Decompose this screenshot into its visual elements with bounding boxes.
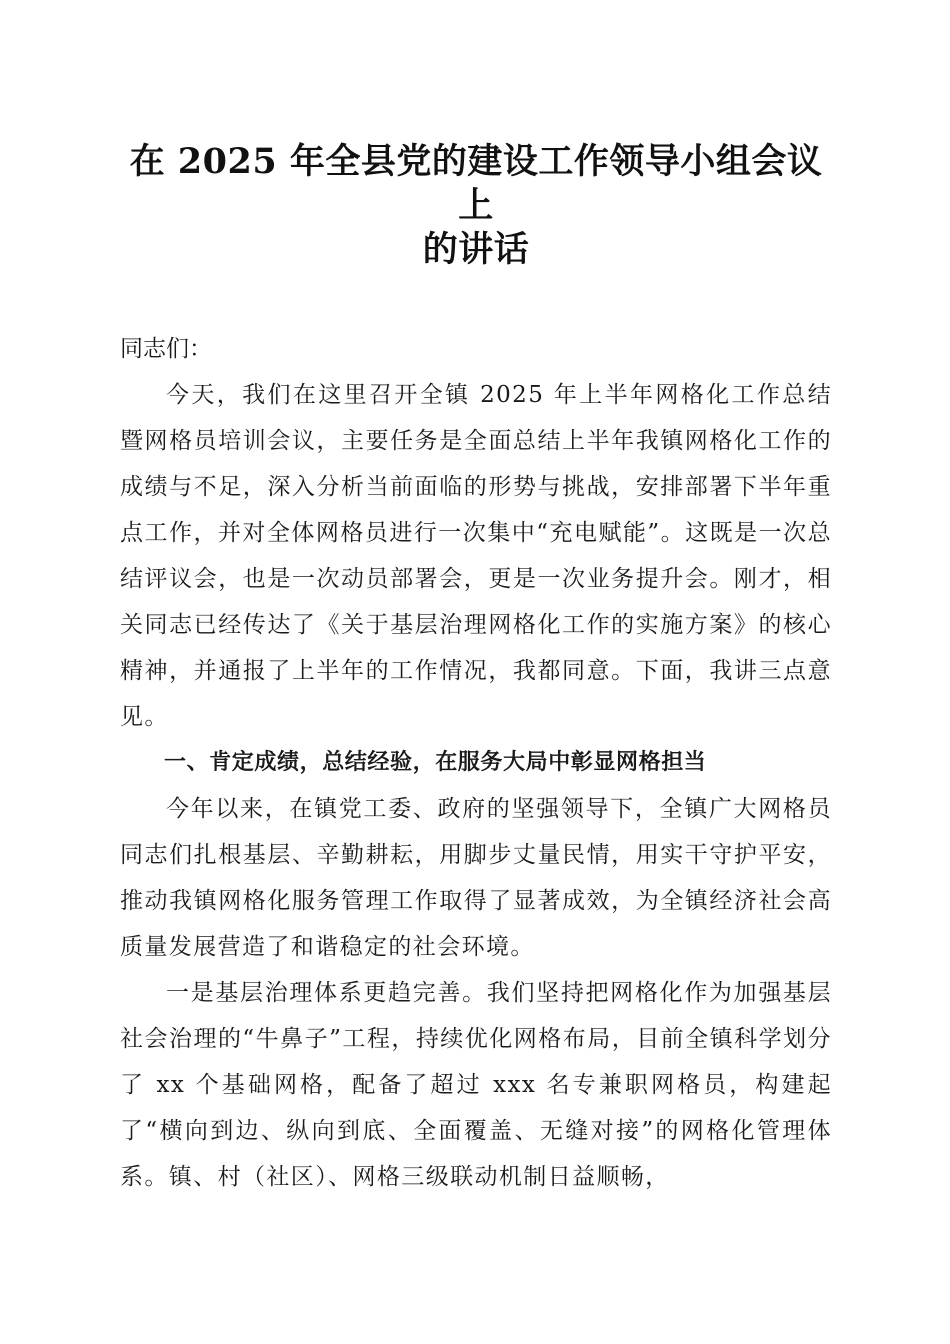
intro-paragraph: 今天，我们在这里召开全镇 2025 年上半年网格化工作总结暨网格员培训会议，主要任务是全面总结上半年我镇网格化工作的成绩与不足，深入分析当前面临的形势与挑战，安排部署下半年重点工作，并对全体网格员进行一次集中“充电赋能”。这既是一次总结评议会，也是一次动员部署会，更是一次业务提升会。刚才，相关同志已经传达了《关于基层治理网格化工作的实施方案》的核心精神，并通报了上半年的工作情况，我都同意。下面，我讲三点意见。 [120, 382, 832, 730]
point-1-paragraph [120, 970, 832, 1200]
section-1-heading: 一、肯定成绩，总结经验，在服务大局中彰显网格担当 [164, 750, 707, 775]
point-1-lead: 一是基层治理体系更趋完善。 [166, 980, 487, 1006]
title-line-2: 的讲话 [422, 229, 530, 270]
title-line-1: 在 2025 年全县党的建设工作领导小组会议上 [129, 141, 823, 226]
document-title [120, 140, 832, 272]
document-page [120, 0, 832, 1200]
section-1-paragraph: 今年以来，在镇党工委、政府的坚强领导下，全镇广大网格员同志们扎根基层、辛勤耕耘，用脚步丈量民情，用实干守护平安，推动我镇网格化服务管理工作取得了显著成效，为全镇经济社会高质量发展营造了和谐稳定的社会环境。 [120, 796, 832, 960]
salutation: 同志们： [120, 336, 212, 362]
point-1-body: 我们坚持把网格化作为加强基层社会治理的“牛鼻子”工程，持续优化网格布局，目前全镇科学划分了 xx 个基础网格，配备了超过 xxx 名专兼职网格员，构建起了“横向到边、纵向到底、全面覆盖、无缝对接”的网格化管理体系。镇、村（社区）、网格三级联动机制日益顺畅， [120, 980, 832, 1190]
